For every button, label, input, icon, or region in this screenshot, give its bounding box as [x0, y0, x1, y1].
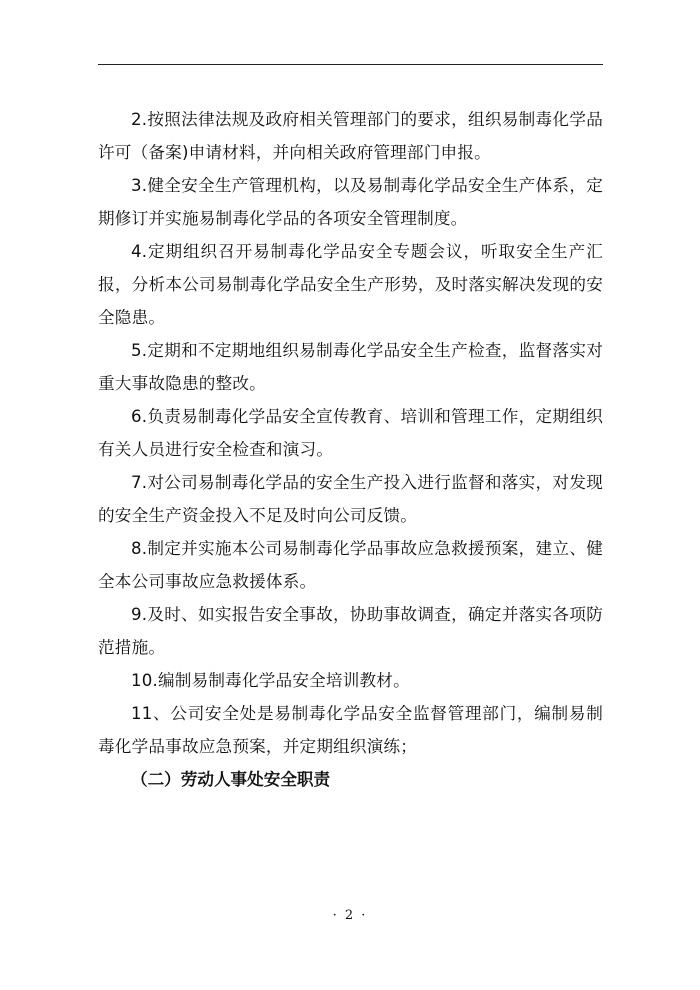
paragraph-item-6: 6.负责易制毒化学品安全宣传教育、培训和管理工作，定期组织有关人员进行安全检查和演习。 [98, 407, 603, 459]
page-number: · 2 · [332, 908, 368, 923]
paragraph-item-3: 3.健全安全生产管理机构，以及易制毒化学品安全生产体系，定期修订并实施易制毒化学品的各项安全管理制度。 [98, 176, 603, 228]
document-body [98, 103, 603, 796]
header-rule [98, 64, 603, 65]
paragraph-item-5: 5.定期和不定期地组织易制毒化学品安全生产检查，监督落实对重大事故隐患的整改。 [98, 341, 603, 393]
paragraph-item-2: 2.按照法律法规及政府相关管理部门的要求，组织易制毒化学品许可（备案)申请材料，并向相关政府管理部门申报。 [98, 110, 603, 162]
paragraph-item-7: 7.对公司易制毒化学品的安全生产投入进行监督和落实，对发现的安全生产资金投入不足及时向公司反馈。 [98, 473, 603, 525]
paragraph-item-11: 11、公司安全处是易制毒化学品安全监督管理部门，编制易制毒化学品事故应急预案，并定期组织演练； [98, 704, 603, 756]
paragraph-item-10: 10.编制易制毒化学品安全培训教材。 [131, 671, 410, 690]
section-heading: （二）劳动人事处安全职责 [131, 770, 331, 789]
paragraph-item-8: 8.制定并实施本公司易制毒化学品事故应急救援预案，建立、健全本公司事故应急救援体系。 [98, 539, 603, 591]
paragraph-item-9: 9.及时、如实报告安全事故，协助事故调查，确定并落实各项防范措施。 [98, 605, 603, 657]
paragraph-item-4: 4.定期组织召开易制毒化学品安全专题会议，听取安全生产汇报，分析本公司易制毒化学品安全生产形势，及时落实解决发现的安全隐患。 [98, 242, 603, 327]
